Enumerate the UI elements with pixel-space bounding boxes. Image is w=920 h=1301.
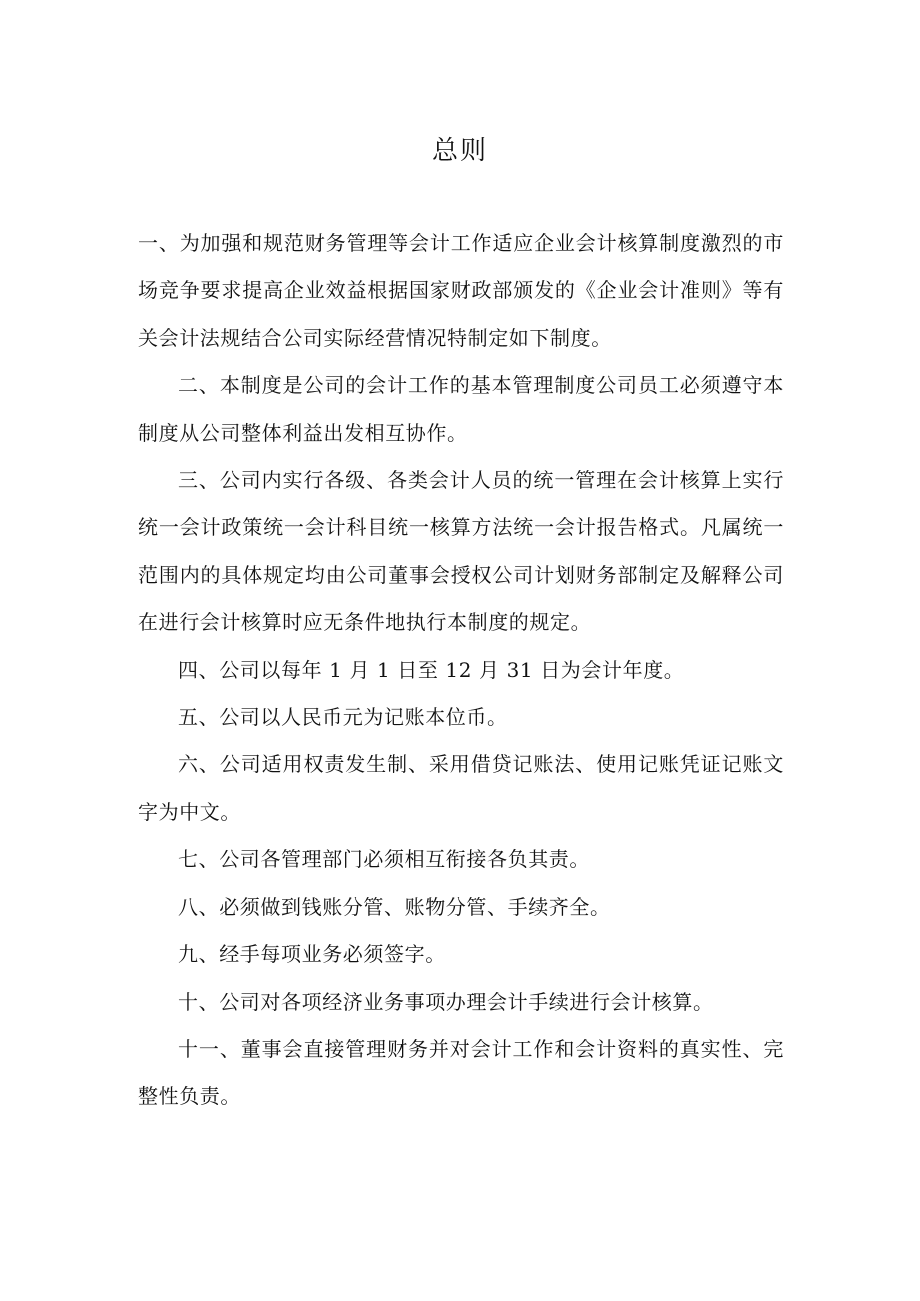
paragraph-9: 九、经手每项业务必须签字。 — [178, 942, 446, 967]
paragraph-10: 十、公司对各项经济业务事项办理会计手续进行会计核算。 — [178, 989, 714, 1014]
paragraph-5: 五、公司以人民币元为记账本位币。 — [178, 705, 508, 730]
paragraph-1: 一、为加强和规范财务管理等会计工作适应企业会计核算制度激烈的市场竞争要求提高企业效益根据国家财政部颁发的《企业会计准则》等有关会计法规结合公司实际经营情况特制定如下制度。 — [138, 231, 784, 350]
paragraph-4: 四、公司以每年 1 月 1 日至 12 月 31 日为会计年度。 — [178, 657, 685, 682]
document-body — [138, 220, 784, 1121]
paragraph-2: 二、本制度是公司的会计工作的基本管理制度公司员工必须遵守本制度从公司整体利益出发相互协作。 — [138, 373, 784, 445]
paragraph-6: 六、公司适用权责发生制、采用借贷记账法、使用记账凭证记账文字为中文。 — [138, 752, 784, 824]
paragraph-11: 十一、董事会直接管理财务并对会计工作和会计资料的真实性、完整性负责。 — [138, 1036, 784, 1109]
paragraph-3: 三、公司内实行各级、各类会计人员的统一管理在会计核算上实行统一会计政策统一会计科目统一核算方法统一会计报告格式。凡属统一范围内的具体规定均由公司董事会授权公司计划财务部制定及解释公司在进行会计核算时应无条件地执行本制度的规定。 — [138, 468, 784, 635]
paragraph-8: 八、必须做到钱账分管、账物分管、手续齐全。 — [178, 894, 611, 919]
paragraph-7: 七、公司各管理部门必须相互衔接各负其责。 — [178, 847, 590, 872]
document-title: 总则 — [431, 136, 488, 166]
